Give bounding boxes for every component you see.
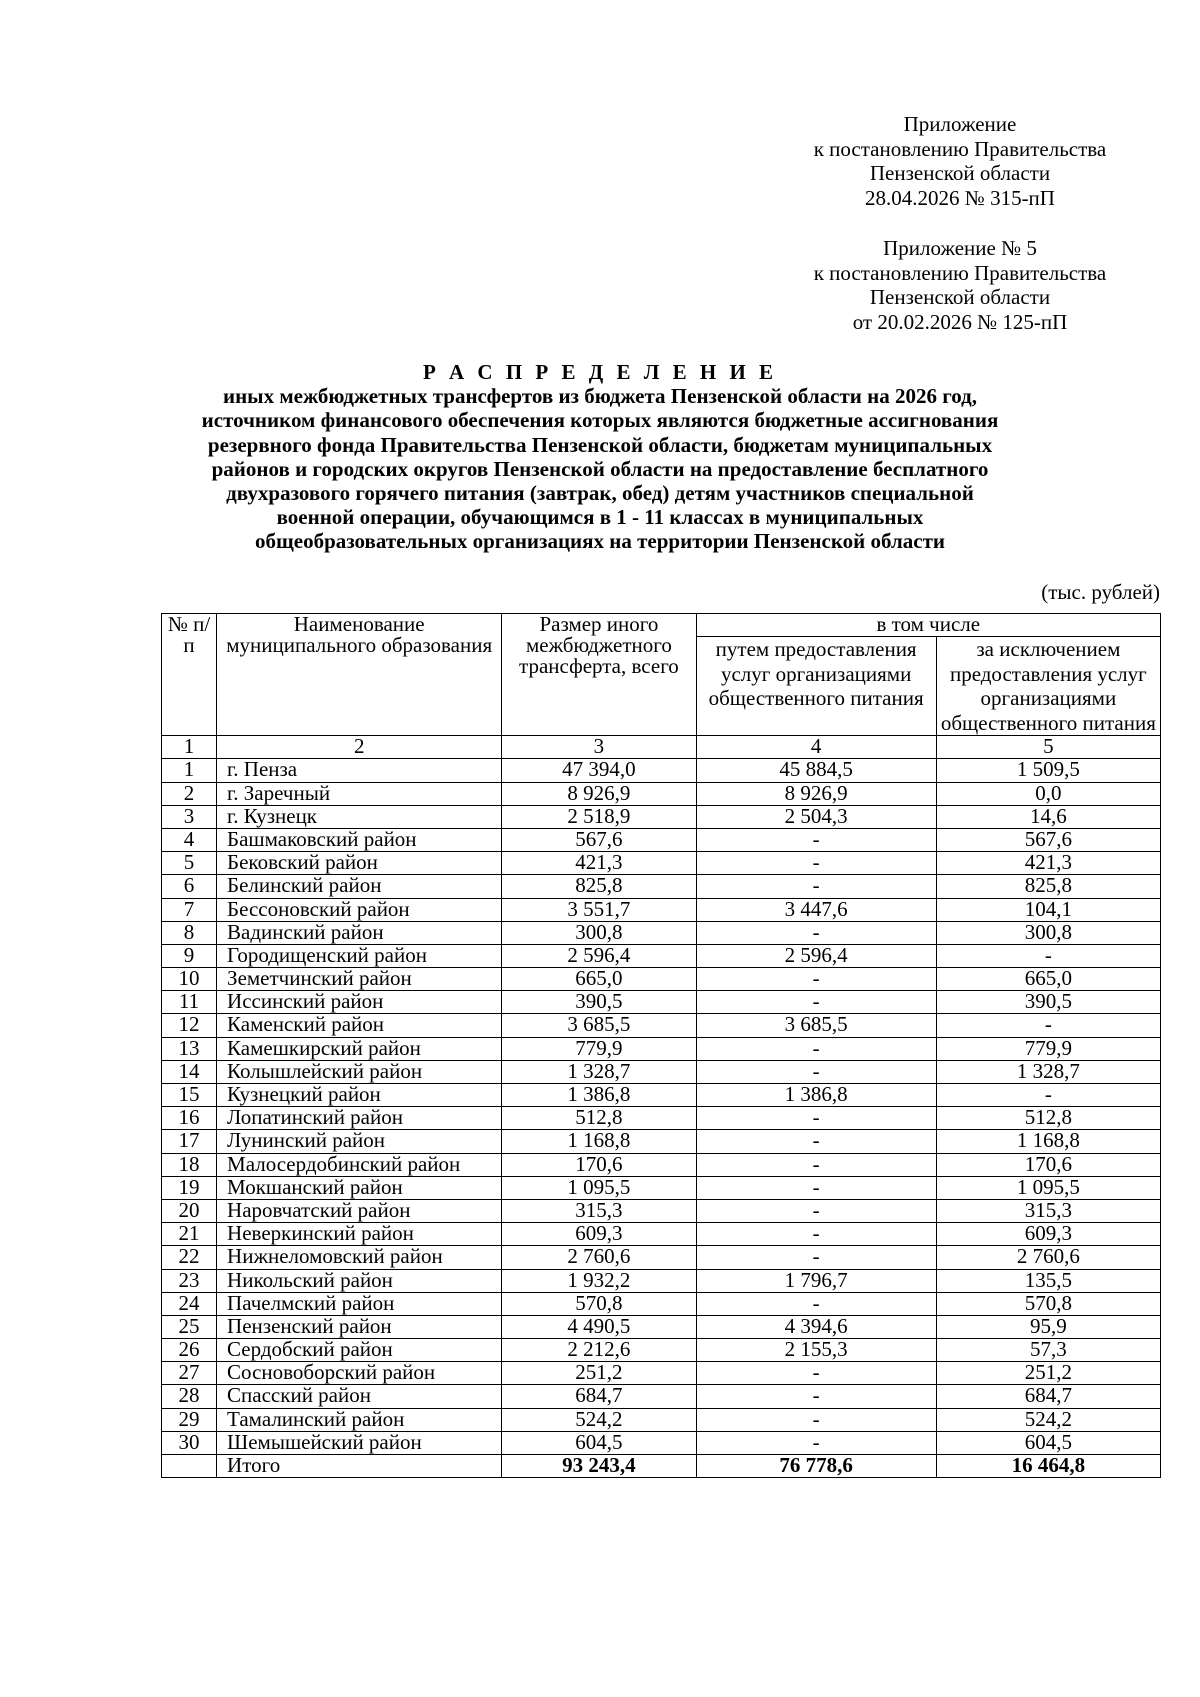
total-label: Итого (217, 1455, 502, 1478)
non-catering-value: 390,5 (936, 991, 1160, 1014)
table-row (162, 1339, 1161, 1362)
municipality-name: Бессоновский район (217, 898, 502, 921)
total-value: 1 386,8 (502, 1084, 696, 1107)
row-number: 10 (162, 968, 217, 991)
total-value: 524,2 (502, 1408, 696, 1431)
catering-value: 2 596,4 (696, 944, 936, 967)
total-catering-value: 76 778,6 (696, 1455, 936, 1478)
table-row (162, 968, 1161, 991)
table-row (162, 1223, 1161, 1246)
non-catering-value: - (936, 1084, 1160, 1107)
column-number: 4 (696, 736, 936, 759)
row-number: 1 (162, 759, 217, 782)
catering-value: - (696, 1246, 936, 1269)
catering-value: - (696, 1431, 936, 1454)
column-number: 2 (217, 736, 502, 759)
non-catering-value: 779,9 (936, 1037, 1160, 1060)
non-catering-value: 135,5 (936, 1269, 1160, 1292)
total-value: 609,3 (502, 1223, 696, 1246)
municipality-name: Спасский район (217, 1385, 502, 1408)
total-value: 665,0 (502, 968, 696, 991)
table-row (162, 1362, 1161, 1385)
title-line: иных межбюджетных трансфертов из бюджета Пензенской области на 2026 год, (222, 384, 978, 409)
table-row (162, 1385, 1161, 1408)
column-number: 5 (936, 736, 1160, 759)
table-row (162, 898, 1161, 921)
catering-value: 1 796,7 (696, 1269, 936, 1292)
municipality-name: Колышлейский район (217, 1060, 502, 1083)
total-value: 1 168,8 (502, 1130, 696, 1153)
header-except-catering: за исключением предоставления услуг организациями общественного питания (936, 637, 1160, 736)
municipality-name: Лопатинский район (217, 1107, 502, 1130)
municipality-name: Лунинский район (217, 1130, 502, 1153)
municipality-name: Неверкинский район (217, 1223, 502, 1246)
table-row (162, 805, 1161, 828)
table-row (162, 1014, 1161, 1037)
total-value: 315,3 (502, 1199, 696, 1222)
catering-value: - (696, 1060, 936, 1083)
table-row (162, 1315, 1161, 1338)
appendix-line: Пензенской области (869, 285, 1051, 309)
total-value: 2 518,9 (502, 805, 696, 828)
table-row (162, 991, 1161, 1014)
units-label: (тыс. рублей) (1041, 580, 1160, 604)
catering-value: - (696, 852, 936, 875)
catering-value: 3 447,6 (696, 898, 936, 921)
municipality-name: г. Пенза (217, 759, 502, 782)
non-catering-value: 1 509,5 (936, 759, 1160, 782)
non-catering-value: 95,9 (936, 1315, 1160, 1338)
row-number: 9 (162, 944, 217, 967)
non-catering-value: 170,6 (936, 1153, 1160, 1176)
total-value: 1 095,5 (502, 1176, 696, 1199)
total-value: 251,2 (502, 1362, 696, 1385)
title-line: военной операции, обучающимся в 1 - 11 классах в муниципальных (276, 505, 924, 530)
catering-value: 2 155,3 (696, 1339, 936, 1362)
total-value: 3 685,5 (502, 1014, 696, 1037)
appendix-line: 28.04.2026 № 315-пП (865, 185, 1055, 210)
municipality-name: Сердобский район (217, 1339, 502, 1362)
catering-value: 45 884,5 (696, 759, 936, 782)
row-number: 11 (162, 991, 217, 1014)
non-catering-value: 14,6 (936, 805, 1160, 828)
catering-value: - (696, 875, 936, 898)
row-number: 23 (162, 1269, 217, 1292)
row-number: 4 (162, 828, 217, 851)
header-name: Наименование муниципального образования (217, 614, 502, 736)
catering-value: - (696, 1223, 936, 1246)
total-value: 512,8 (502, 1107, 696, 1130)
table-row (162, 1269, 1161, 1292)
total-value: 1 932,2 (502, 1269, 696, 1292)
municipality-name: Камешкирский район (217, 1037, 502, 1060)
appendix-line: к постановлению Правительства (813, 136, 1107, 161)
catering-value: - (696, 1385, 936, 1408)
table-row (162, 1199, 1161, 1222)
municipality-name: Каменский район (217, 1014, 502, 1037)
municipality-name: Наровчатский район (217, 1199, 502, 1222)
non-catering-value: 825,8 (936, 875, 1160, 898)
document-title (160, 360, 1040, 554)
row-number: 19 (162, 1176, 217, 1199)
non-catering-value: 1 328,7 (936, 1060, 1160, 1083)
header-num: № п/п (162, 614, 217, 736)
row-number: 2 (162, 782, 217, 805)
row-number: 3 (162, 805, 217, 828)
title-line: районов и городских округов Пензенской области на предоставление бесплатного (211, 456, 989, 481)
municipality-name: Иссинский район (217, 991, 502, 1014)
catering-value: - (696, 1153, 936, 1176)
non-catering-value: - (936, 1014, 1160, 1037)
distribution-table (161, 613, 1161, 1478)
table-row (162, 1037, 1161, 1060)
appendix-header-original (760, 236, 1160, 334)
table-row (162, 782, 1161, 805)
title-main: Р А С П Р Е Д Е Л Е Н И Е (422, 360, 778, 384)
total-row (162, 1455, 1161, 1478)
header-via-catering: путем предоставления услуг организациями общественного питания (696, 637, 936, 736)
municipality-name: Никольский район (217, 1269, 502, 1292)
row-number: 16 (162, 1107, 217, 1130)
total-value: 567,6 (502, 828, 696, 851)
non-catering-value: 0,0 (936, 782, 1160, 805)
non-catering-value: 684,7 (936, 1385, 1160, 1408)
catering-value: - (696, 921, 936, 944)
municipality-name: Мокшанский район (217, 1176, 502, 1199)
non-catering-value: 1 168,8 (936, 1130, 1160, 1153)
non-catering-value: 421,3 (936, 852, 1160, 875)
non-catering-value: 251,2 (936, 1362, 1160, 1385)
row-number: 12 (162, 1014, 217, 1037)
total-row-number (162, 1455, 217, 1478)
header-group: в том числе (696, 614, 1160, 637)
row-number: 30 (162, 1431, 217, 1454)
table-row (162, 944, 1161, 967)
total-value: 390,5 (502, 991, 696, 1014)
row-number: 21 (162, 1223, 217, 1246)
table-row (162, 1246, 1161, 1269)
non-catering-value: 524,2 (936, 1408, 1160, 1431)
total-value: 825,8 (502, 875, 696, 898)
catering-value: 8 926,9 (696, 782, 936, 805)
row-number: 22 (162, 1246, 217, 1269)
total-value: 47 394,0 (502, 759, 696, 782)
non-catering-value: 300,8 (936, 921, 1160, 944)
catering-value: 2 504,3 (696, 805, 936, 828)
catering-value: 4 394,6 (696, 1315, 936, 1338)
total-value: 8 926,9 (502, 782, 696, 805)
row-number: 25 (162, 1315, 217, 1338)
row-number: 5 (162, 852, 217, 875)
table-row (162, 1084, 1161, 1107)
total-non-catering-value: 16 464,8 (936, 1455, 1160, 1478)
municipality-name: Сосновоборский район (217, 1362, 502, 1385)
appendix-line: к постановлению Правительства (813, 260, 1107, 285)
catering-value: - (696, 828, 936, 851)
appendix-line: Приложение (903, 112, 1017, 136)
row-number: 28 (162, 1385, 217, 1408)
catering-value: 1 386,8 (696, 1084, 936, 1107)
non-catering-value: 567,6 (936, 828, 1160, 851)
column-number: 3 (502, 736, 696, 759)
row-number: 6 (162, 875, 217, 898)
total-value: 421,3 (502, 852, 696, 875)
total-value: 779,9 (502, 1037, 696, 1060)
title-line: двухразового горячего питания (завтрак, обед) детям участников специальной (226, 481, 974, 506)
appendix-line: от 20.02.2026 № 125-пП (852, 309, 1068, 334)
total-value: 2 212,6 (502, 1339, 696, 1362)
non-catering-value: 1 095,5 (936, 1176, 1160, 1199)
catering-value: - (696, 1292, 936, 1315)
non-catering-value: 315,3 (936, 1199, 1160, 1222)
table-row (162, 1176, 1161, 1199)
total-value: 4 490,5 (502, 1315, 696, 1338)
municipality-name: Земетчинский район (217, 968, 502, 991)
row-number: 27 (162, 1362, 217, 1385)
table-row (162, 1130, 1161, 1153)
non-catering-value: 609,3 (936, 1223, 1160, 1246)
column-number-row (162, 736, 1161, 759)
municipality-name: Нижнеломовский район (217, 1246, 502, 1269)
catering-value: - (696, 968, 936, 991)
table-row (162, 921, 1161, 944)
total-value: 604,5 (502, 1431, 696, 1454)
municipality-name: Бековский район (217, 852, 502, 875)
title-line: общеобразовательных организациях на территории Пензенской области (255, 529, 945, 554)
catering-value: - (696, 991, 936, 1014)
non-catering-value: 665,0 (936, 968, 1160, 991)
title-line: резервного фонда Правительства Пензенской области, бюджетам муниципальных (207, 432, 993, 457)
row-number: 17 (162, 1130, 217, 1153)
municipality-name: Пачелмский район (217, 1292, 502, 1315)
municipality-name: Кузнецкий район (217, 1084, 502, 1107)
total-value: 684,7 (502, 1385, 696, 1408)
municipality-name: г. Кузнецк (217, 805, 502, 828)
non-catering-value: 104,1 (936, 898, 1160, 921)
total-value: 570,8 (502, 1292, 696, 1315)
total-total-value: 93 243,4 (502, 1455, 696, 1478)
non-catering-value: 604,5 (936, 1431, 1160, 1454)
table-row (162, 828, 1161, 851)
non-catering-value: - (936, 944, 1160, 967)
catering-value: - (696, 1037, 936, 1060)
catering-value: - (696, 1130, 936, 1153)
municipality-name: Башмаковский район (217, 828, 502, 851)
total-value: 170,6 (502, 1153, 696, 1176)
row-number: 8 (162, 921, 217, 944)
appendix-header-current (760, 112, 1160, 210)
non-catering-value: 2 760,6 (936, 1246, 1160, 1269)
row-number: 14 (162, 1060, 217, 1083)
non-catering-value: 570,8 (936, 1292, 1160, 1315)
non-catering-value: 57,3 (936, 1339, 1160, 1362)
column-number: 1 (162, 736, 217, 759)
total-value: 1 328,7 (502, 1060, 696, 1083)
table-row (162, 1292, 1161, 1315)
municipality-name: Городищенский район (217, 944, 502, 967)
municipality-name: Шемышейский район (217, 1431, 502, 1454)
title-line: источником финансового обеспечения которых являются бюджетные ассигнования (201, 408, 999, 433)
row-number: 29 (162, 1408, 217, 1431)
catering-value: - (696, 1199, 936, 1222)
row-number: 24 (162, 1292, 217, 1315)
table-row (162, 852, 1161, 875)
row-number: 20 (162, 1199, 217, 1222)
row-number: 13 (162, 1037, 217, 1060)
appendix-line: Приложение № 5 (883, 236, 1037, 260)
row-number: 26 (162, 1339, 217, 1362)
table-row (162, 1408, 1161, 1431)
table-row (162, 1431, 1161, 1454)
row-number: 18 (162, 1153, 217, 1176)
catering-value: 3 685,5 (696, 1014, 936, 1037)
table-row (162, 1060, 1161, 1083)
total-value: 2 596,4 (502, 944, 696, 967)
row-number: 15 (162, 1084, 217, 1107)
municipality-name: г. Заречный (217, 782, 502, 805)
header-total: Размер иного межбюджетного трансферта, всего (502, 614, 696, 736)
municipality-name: Вадинский район (217, 921, 502, 944)
total-value: 3 551,7 (502, 898, 696, 921)
municipality-name: Белинский район (217, 875, 502, 898)
table-row (162, 1107, 1161, 1130)
municipality-name: Пензенский район (217, 1315, 502, 1338)
catering-value: - (696, 1176, 936, 1199)
table-row (162, 759, 1161, 782)
municipality-name: Малосердобинский район (217, 1153, 502, 1176)
municipality-name: Тамалинский район (217, 1408, 502, 1431)
appendix-line: Пензенской области (869, 161, 1051, 185)
total-value: 2 760,6 (502, 1246, 696, 1269)
table-body (162, 736, 1161, 1478)
catering-value: - (696, 1107, 936, 1130)
table-row (162, 875, 1161, 898)
non-catering-value: 512,8 (936, 1107, 1160, 1130)
total-value: 300,8 (502, 921, 696, 944)
row-number: 7 (162, 898, 217, 921)
catering-value: - (696, 1362, 936, 1385)
catering-value: - (696, 1408, 936, 1431)
table-row (162, 1153, 1161, 1176)
